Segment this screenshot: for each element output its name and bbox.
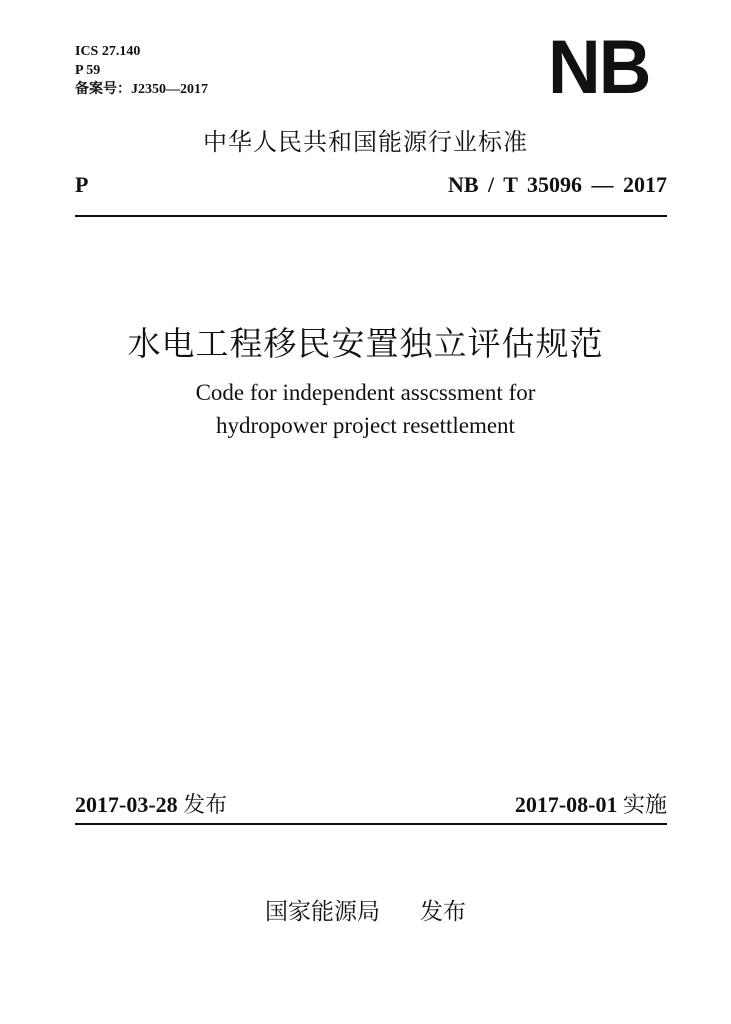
effective-label: 实施 <box>622 793 667 818</box>
effective-date-block <box>515 788 667 819</box>
ics-code: ICS 27.140 <box>75 44 141 59</box>
classification-code: P <box>75 172 89 197</box>
title-english <box>0 376 731 442</box>
category-code: P 59 <box>75 63 101 78</box>
issue-date-block <box>75 788 227 819</box>
publisher-action: 发布 <box>420 899 466 925</box>
issue-label: 发布 <box>183 793 228 818</box>
publisher-line <box>0 893 731 926</box>
effective-date: 2017-08-01 <box>514 792 618 817</box>
publisher-name: 国家能源局 <box>265 899 380 925</box>
header-meta <box>75 42 208 99</box>
industry-standard-heading: 中华人民共和国能源行业标准 <box>203 128 528 156</box>
title-english-line-2: hydropower project resettlement <box>216 413 515 438</box>
top-divider <box>75 215 667 217</box>
record-number: 备案号：J2350—2017 <box>75 82 208 97</box>
standard-number: NB / T 35096 — 2017 <box>447 172 667 197</box>
nb-logo: NB <box>548 25 650 110</box>
bottom-divider <box>75 823 667 825</box>
title-chinese: 水电工程移民安置独立评估规范 <box>127 324 604 363</box>
title-english-line-1: Code for independent asscssment for <box>195 380 536 405</box>
issue-date: 2017-03-28 <box>75 792 178 817</box>
